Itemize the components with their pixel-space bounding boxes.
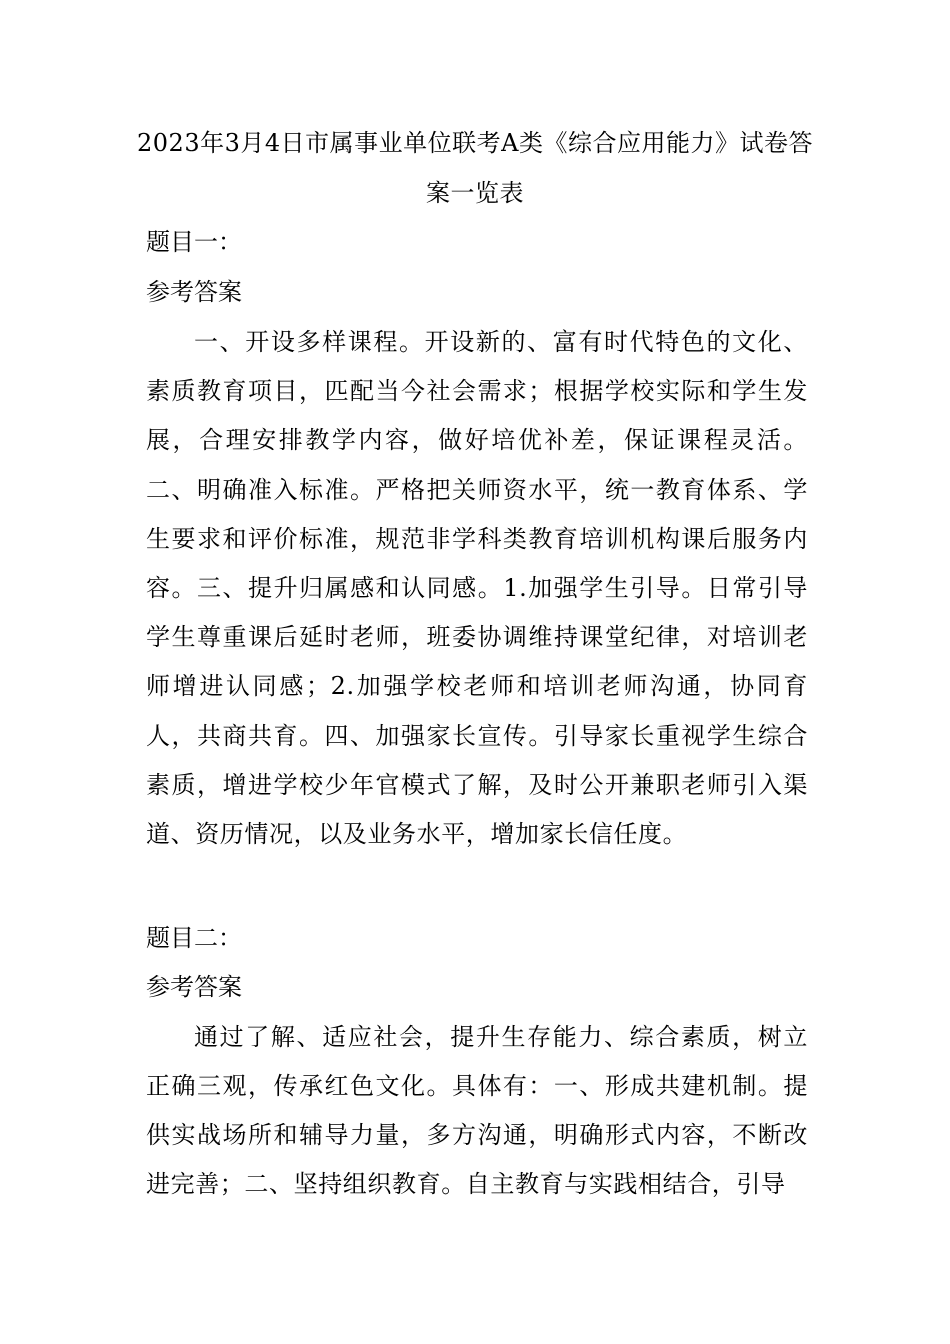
question-1-answer-text: 一、开设多样课程。开设新的、富有时代特色的文化、素质教育项目，匹配当今社会需求；根据学校实际和学生发展，合理安排教学内容，做好培优补差，保证课程灵活。二、明确准入标准。严格把关师资水平，统一教育体系、学生要求和评价标准，规范非学科类教育培训机构课后服务内容。三、提升归属感和认同感。1.加强学生引导。日常引导学生尊重课后延时老师，班委协调维持课堂纪律，对培训老师增进认同感；2.加强学校老师和培训老师沟通，协同育人，共商共育。四、加强家长宣传。引导家长重视学生综合素质，增进学校少年官模式了解，及时公开兼职老师引入渠道、资历情况，以及业务水平，增加家长信任度。: [146, 328, 808, 849]
question-2-answer-text: 通过了解、适应社会，提升生存能力、综合素质，树立正确三观，传承红色文化。具体有：一、形成共建机制。提供实战场所和辅导力量，多方沟通，明确形式内容，不断改进完善；二、坚持组织教育。自主教育与实践相结合，引导: [146, 1023, 808, 1198]
question-2-heading: 题目二：: [146, 924, 242, 952]
document-title: 2023年3月4日市属事业单位联考A类《综合应用能力》试卷答案一览表: [137, 129, 813, 207]
question-1-answer-label: 参考答案: [146, 278, 242, 306]
question-2-answer-label: 参考答案: [146, 973, 242, 1001]
question-1-heading: 题目一：: [146, 228, 242, 256]
